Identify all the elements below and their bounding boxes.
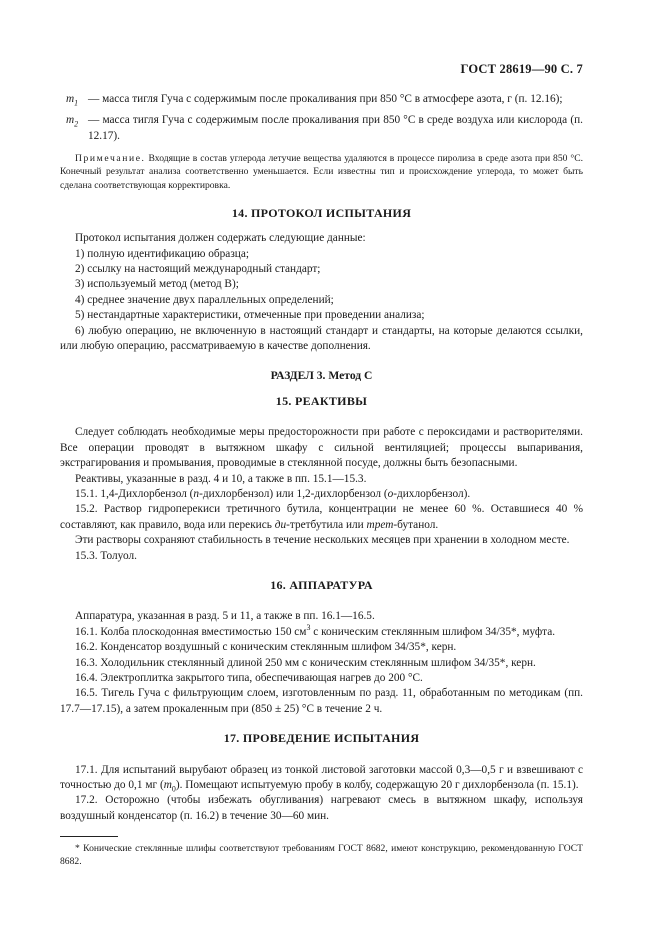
definition-m1 — [60, 92, 583, 107]
item-15-2: 15.2. Раствор гидроперекиси третичного бутила, концентрации не менее 60 %. Оставшиеся 40 % составляют, как правило, вода или перекись ди-третбутила или трет-бутанол. — [60, 503, 583, 531]
section-16-para: Аппаратура, указанная в разд. 5 и 11, а также в пп. 16.1—16.5. — [75, 610, 375, 623]
item-15-3: 15.3. Толуол. — [75, 549, 137, 562]
list-item: 3) используемый метод (метод В); — [75, 278, 239, 291]
section-16-title: 16. АППАРАТУРА — [270, 577, 373, 592]
list-item: 1) полную идентификацию образца; — [75, 247, 249, 260]
item-16-4: 16.4. Электроплитка закрытого типа, обеспечивающая нагрев до 200 °С. — [75, 671, 423, 684]
page-content — [60, 92, 583, 869]
section-14-title: 14. ПРОТОКОЛ ИСПЫТАНИЯ — [231, 205, 412, 220]
section-15-title: 15. РЕАКТИВЫ — [275, 393, 368, 408]
definition-m2 — [60, 113, 583, 144]
item-17-1: 17.1. Для испытаний вырубают образец из тонкой листовой заготовки массой 0,3—0,5 г и взвешивают с точностью до 0,1 мг $(m_0)$. Помещают испытуемую пробу в колбу, содержащую 20 г дихлорбензола (п. 15.1). — [60, 763, 583, 794]
footnote: * Конические стеклянные шлифы соответствуют требованиям ГОСТ 8682, имеют конструкцию, рекомендованную ГОСТ 8682. — [60, 843, 583, 868]
item-16-5: 16.5. Тигель Гуча с фильтрующим слоем, изготовленным по разд. 11, обработанным по методикам (пп. 17.7—17.15), а затем прокаленным при (850 ± 25) °С в течение 2 ч. — [60, 687, 583, 715]
section-15-para: Реактивы, указанные в разд. 4 и 10, а также в пп. 15.1—15.3. — [75, 472, 367, 485]
symbol-m1: $m_1$ — [66, 93, 79, 108]
item-16-1: 16.1. Колба плоскодонная вместимостью 150 $см^3$ с коническим стеклянным шлифом 34/35*, муфта. — [75, 623, 556, 638]
symbol-m2: $m_2$ — [66, 114, 79, 129]
list-item: 2) ссылку на настоящий международный стандарт; — [75, 263, 321, 276]
section-14-body — [60, 231, 583, 354]
note — [60, 152, 583, 192]
list-item: 6) любую операцию, не включенную в настоящий стандарт и стандарты, на которые делаются ссылки, или любую операцию, рассматриваемую в качестве дополнения. — [60, 324, 583, 353]
note-text: Входящие в состав углерода летучие вещества удаляются в процессе пиролиза в среде азота при 850 °С. Конечный результат анализа соответственно уменьшается. Если известны тип и происхождение углерода, то может быть сделана соответствующая корректировка. — [60, 153, 583, 191]
section-15-para: Следует соблюдать необходимые меры предосторожности при работе с пероксидами и растворителями. Все операции проводят в вытяжном шкафу с сильной вентиляцией; процессы выпаривания, экстрагирования и промывания, проводимые в стеклянной посуде, должны быть безопасными. — [60, 426, 583, 470]
definition-m2-text: — масса тигля Гуча с содержимым после прокаливания при 850 °С в среде воздуха или кислорода (п. 12.17). — [88, 114, 583, 142]
note-label: Примечание. — [75, 153, 146, 165]
item-17-2: 17.2. Осторожно (чтобы избежать обугливания) нагревают смесь в вытяжном шкафу, используя воздушный конденсатор (п. 16.2) в течение 30—60 мин. — [60, 794, 583, 822]
list-item: 4) среднее значение двух параллельных определений; — [75, 293, 334, 306]
item-16-3: 16.3. Холодильник стеклянный длиной 250 мм с коническим стеклянным шлифом 34/35*, керн. — [75, 656, 536, 669]
section-14-intro: Протокол испытания должен содержать следующие данные: — [75, 232, 366, 245]
definition-m1-text: — масса тигля Гуча с содержимым после прокаливания при 850 °С в атмосфере азота, г (п. 12.16); — [88, 93, 563, 105]
section-15-para: Эти растворы сохраняют стабильность в течение нескольких месяцев при хранении в холодном месте. — [75, 534, 570, 547]
item-15-1: 15.1. 1,4-Дихлорбензол (n-дихлорбензол) или 1,2-дихлорбензол (o-дихлорбензол). — [75, 487, 471, 500]
item-16-2: 16.2. Конденсатор воздушный с коническим стеклянным шлифом 34/35*, керн. — [75, 641, 457, 654]
footnote-divider — [60, 836, 118, 837]
part-3-title: РАЗДЕЛ 3. Метод С — [270, 369, 373, 383]
list-item: 5) нестандартные характеристики, отмеченные при проведении анализа; — [75, 309, 425, 322]
section-17-title: 17. ПРОВЕДЕНИЕ ИСПЫТАНИЯ — [223, 731, 420, 746]
page-header: ГОСТ 28619—90 С. 7 — [460, 62, 583, 76]
